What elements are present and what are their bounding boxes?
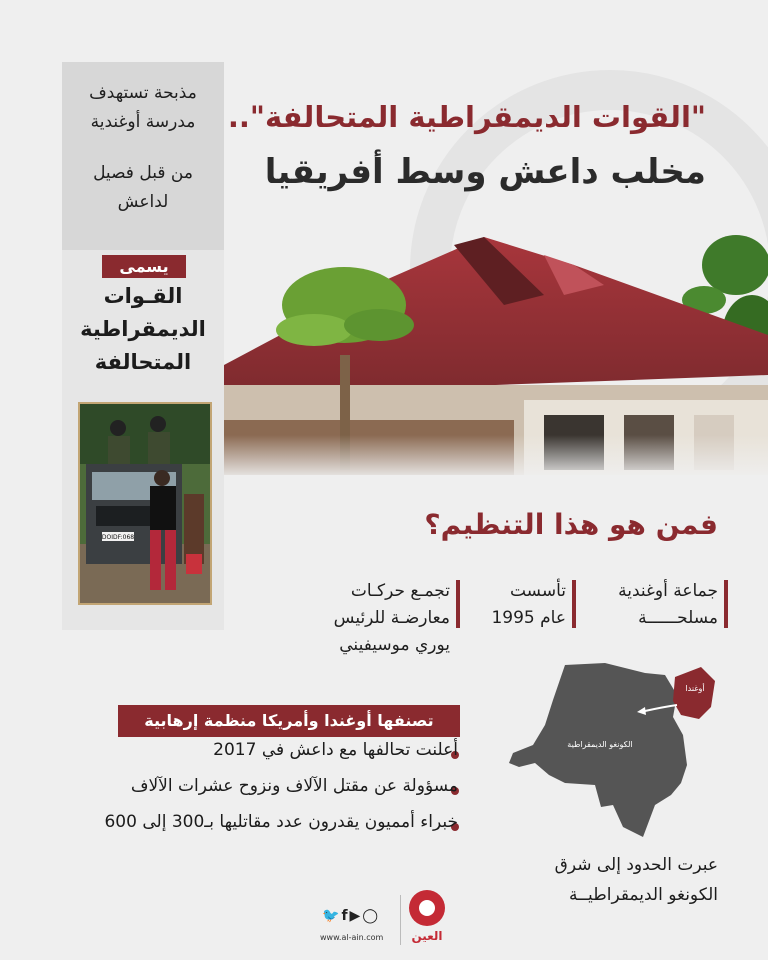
site-url[interactable]: www.al-ain.com [320, 933, 384, 942]
drc-shape [509, 663, 687, 837]
classification-badge: تصنفها أوغندا وأمريكا منظمة إرهابية [118, 705, 460, 737]
soldiers-photo-illustration [80, 404, 210, 603]
fact3 [290, 578, 450, 659]
youtube-icon[interactable]: ▶ [349, 908, 363, 924]
map-caption [478, 850, 718, 910]
fact3-line2: معارضـة للرئيس [333, 608, 450, 628]
headline-line1: "القوات الديمقراطية المتحالفة".. [227, 100, 706, 134]
footer-divider [400, 895, 401, 945]
sidebar-by-line2: لداعش [117, 192, 169, 212]
fact1-bar [724, 580, 728, 628]
forces-name-line2: الديمقراطية [80, 317, 206, 341]
congo-label: الكونغو الديمقراطية [567, 740, 633, 749]
forces-name-line1: القـوات [103, 284, 183, 308]
twitter-icon[interactable]: 🐦 [322, 908, 342, 924]
fact1 [568, 578, 718, 632]
fact2-bar [572, 580, 576, 628]
bullet-item-1: أعلنت تحالفها مع داعش في 2017 [213, 740, 458, 760]
social-icons [322, 908, 380, 924]
bullet-item-3: خبراء أمميون يقدرون عدد مقاتليها بـ300 إلى 600 [104, 812, 458, 832]
fact3-bar [456, 580, 460, 628]
drc-map [505, 655, 720, 845]
sidebar-massacre-line1: مذبحة تستهدف [89, 83, 197, 103]
section-heading: فمن هو هذا التنظيم؟ [424, 508, 718, 541]
sidebar-by-line1: من قبل فصيل [93, 163, 193, 183]
vehicle-plate: DOIDF:068 [101, 534, 135, 541]
uganda-label: أوغندا [685, 684, 705, 693]
headline-line2: مخلب داعش وسط أفريقيا [264, 152, 706, 192]
al-ain-logo-mark [404, 888, 450, 944]
damaged-school-photo [224, 225, 768, 480]
fact2 [456, 578, 566, 632]
called-badge: يسمى [102, 255, 186, 278]
facebook-icon[interactable]: f [341, 908, 350, 924]
bullet-item-2: مسؤولة عن مقتل الآلاف ونزوح عشرات الآلاف [130, 776, 458, 796]
fact2-line2: عام 1995 [491, 608, 566, 628]
map-caption-line2: الكونغو الديمقراطيــة [568, 885, 718, 905]
forces-name [66, 280, 220, 379]
soldiers-photo [78, 402, 212, 605]
uganda-shape [673, 667, 715, 719]
instagram-icon[interactable]: ◯ [362, 908, 380, 924]
fact1-line2: مسلحــــــة [638, 608, 718, 628]
sidebar-massacre-line2: مدرسة أوغندية [90, 112, 196, 132]
al-ain-logo [404, 888, 450, 944]
map-caption-line1: عبرت الحدود إلى شرق [554, 855, 718, 875]
fact3-line1: تجمـع حركـات [350, 581, 450, 601]
fact3-line3: يوري موسيفيني [339, 635, 450, 655]
forces-name-line3: المتحالفة [94, 350, 192, 374]
fact1-line1: جماعة أوغندية [618, 581, 718, 601]
logo-text: العين [411, 929, 443, 943]
fact2-line1: تأسست [509, 581, 566, 601]
